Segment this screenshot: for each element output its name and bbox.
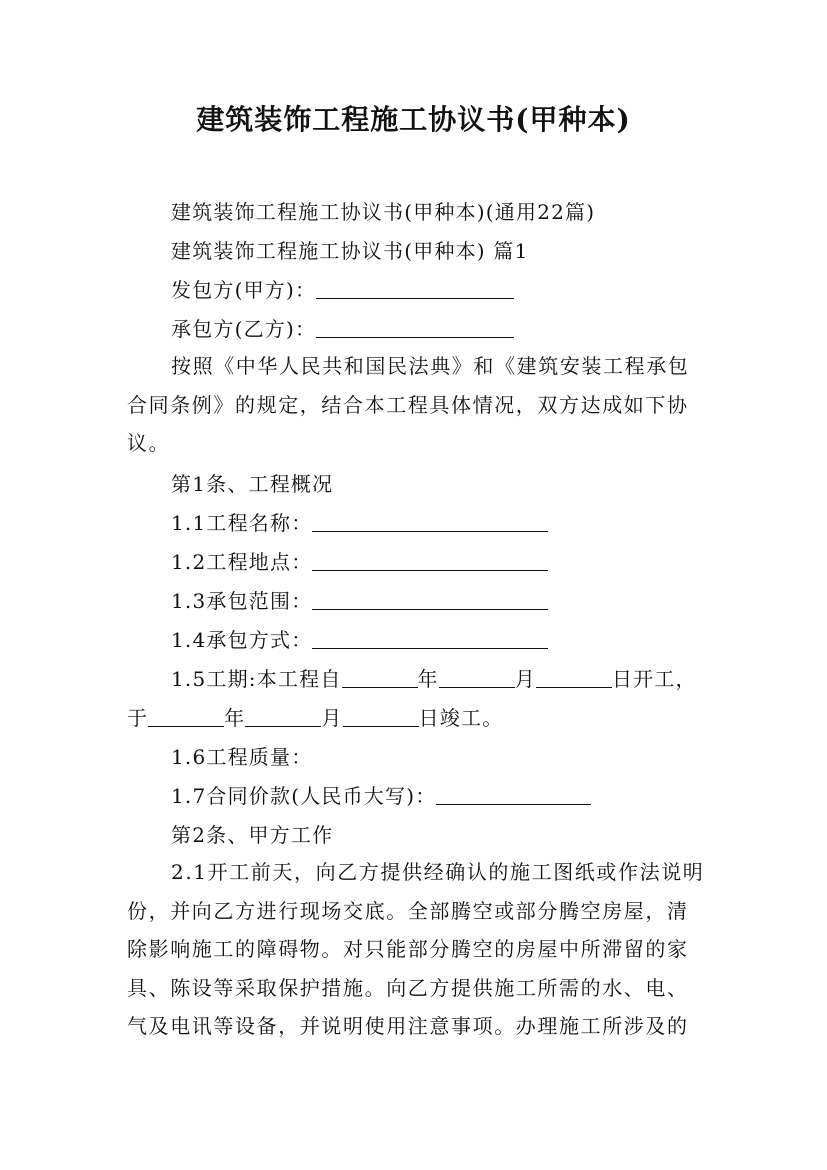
party-a-blank (316, 278, 514, 299)
schedule-label: 1.5工期:本工程自 (171, 667, 342, 691)
start-day-unit: 日开工， (611, 667, 697, 691)
end-month-blank (245, 706, 321, 727)
article-heading: 建筑装饰工程施工协议书(甲种本) 篇1 (171, 239, 529, 263)
start-month-blank (439, 667, 515, 688)
start-year-blank (342, 667, 418, 688)
section2-title: 第2条、甲方工作 (171, 823, 334, 847)
end-prefix: 于 (127, 706, 149, 730)
price-label: 1.7合同价款(人民币大写)： (171, 784, 437, 808)
price-line (127, 783, 751, 809)
intro-paragraph: 按照《中华人民共和国民法典》和《建筑安装工程承包合同条例》的规定，结合本工程具体情况，双方达成如下协议。 (127, 354, 690, 455)
contract-method-line (127, 627, 751, 653)
end-year-blank (148, 706, 224, 727)
project-name-blank (312, 511, 548, 532)
schedule-end-line (127, 705, 707, 731)
contract-scope-line (127, 588, 751, 614)
contract-method-blank (312, 628, 548, 649)
document-subtitle: 建筑装饰工程施工协议书(甲种本)(通用22篇) (171, 200, 596, 224)
end-year-unit: 年 (224, 706, 246, 730)
party-b-line (127, 316, 751, 342)
project-location-blank (312, 550, 548, 571)
section2-1-paragraph: 2.1开工前天，向乙方提供经确认的施工图纸或作法说明份，并向乙方进行现场交底。全部腾空或部分腾空房屋，清除影响施工的障碍物。对只能部分腾空的房屋中所滞留的家具、陈设等采取保护措施。向乙方提供施工所需的水、电、气及电讯等设备，并说明使用注意事项。办理施工所涉及的 (127, 860, 705, 1038)
start-year-unit: 年 (417, 667, 439, 691)
project-location-line (127, 549, 751, 575)
section1-title: 第1条、工程概况 (171, 472, 334, 496)
contract-scope-blank (312, 589, 548, 610)
project-name-label: 1.1工程名称： (171, 511, 313, 535)
party-b-label: 承包方(乙方)： (171, 317, 317, 341)
document-title: 建筑装饰工程施工协议书(甲种本) (196, 103, 631, 136)
contract-method-label: 1.4承包方式： (171, 628, 313, 652)
end-day-unit: 日竣工。 (418, 706, 504, 730)
party-b-blank (316, 317, 514, 338)
end-month-unit: 月 (321, 706, 343, 730)
party-a-line (127, 277, 751, 303)
start-day-blank (536, 667, 612, 688)
project-location-label: 1.2工程地点： (171, 550, 313, 574)
project-name-line (127, 510, 751, 536)
party-a-label: 发包方(甲方)： (171, 278, 317, 302)
end-day-blank (343, 706, 419, 727)
contract-scope-label: 1.3承包范围： (171, 589, 313, 613)
start-month-unit: 月 (514, 667, 536, 691)
quality-line: 1.6工程质量： (171, 745, 313, 769)
price-blank (436, 784, 591, 805)
schedule-start-line (127, 666, 751, 692)
